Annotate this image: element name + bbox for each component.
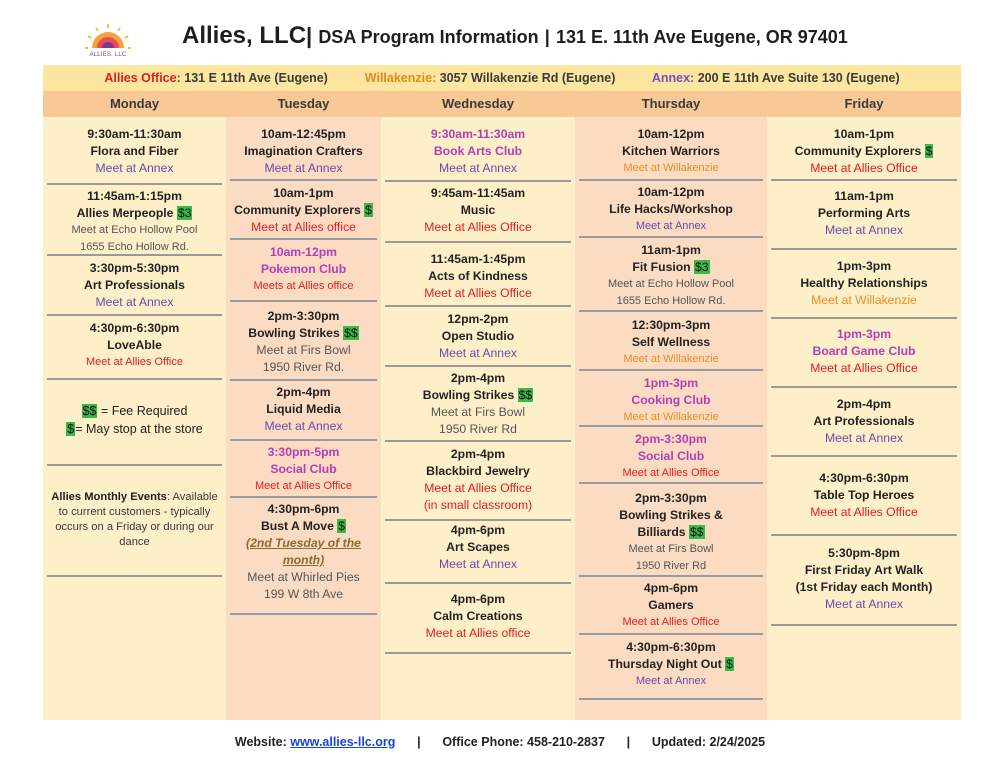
- entry-location: Meet at Willakenzie: [811, 293, 917, 307]
- wednesday-column: [381, 117, 575, 720]
- entry-time: 12pm-2pm: [447, 312, 509, 326]
- entry-location: Meet at Willakenzie: [623, 162, 719, 174]
- entry-location: Meet at Allies Office: [622, 616, 720, 628]
- entry-location: Meet at Annex: [635, 220, 707, 232]
- entry-time: 1pm-3pm: [643, 376, 699, 390]
- entry-location: Meet at Allies office: [425, 626, 531, 640]
- website-label: Website:: [234, 735, 287, 749]
- entry-location: Meet at Annex: [825, 431, 903, 445]
- entry-name: Bowling Strikes: [248, 326, 340, 340]
- entry-name: Calm Creations: [433, 609, 523, 623]
- updated-date: Updated: 2/24/2025: [651, 735, 766, 749]
- entry-location: Meet at Annex: [95, 161, 174, 175]
- entry-name: Bowling Strikes: [422, 388, 515, 402]
- schedule-entry: [230, 383, 377, 441]
- schedule-entry: [230, 443, 377, 498]
- fee-badge: $: [67, 422, 75, 436]
- entry-name: Book Arts Club: [433, 144, 523, 158]
- entry-subtitle: (1st Friday each Month): [795, 580, 933, 594]
- day-header-friday: Friday: [844, 96, 884, 111]
- fee-badge: $$: [82, 404, 97, 418]
- entry-time: 11:45am-1:15pm: [87, 189, 182, 203]
- entry-location: Meet at Firs Bowl: [430, 405, 526, 419]
- entry-name: Social Club: [270, 462, 337, 476]
- page-title: [182, 22, 848, 50]
- events-text: : Available to current customers - typically occurs on a Friday or during our dance: [55, 491, 218, 548]
- schedule-entry: [47, 319, 222, 380]
- entry-name: Table Top Heroes: [813, 488, 915, 502]
- entry-address: 1655 Echo Hollow Rd.: [616, 295, 726, 307]
- entry-note: (2nd Tuesday of the month): [246, 536, 361, 567]
- entry-time: 10am-12pm: [637, 185, 705, 199]
- entry-time: 10am-12pm: [269, 245, 338, 259]
- schedule-entry: [579, 430, 763, 484]
- entry-location: Meet at Annex: [439, 557, 517, 571]
- entry-time: 4:30pm-6:30pm: [89, 321, 180, 335]
- schedule-entry: [230, 243, 377, 302]
- entry-name: Allies Merpeople: [76, 206, 174, 220]
- entry-time: 11:45am-1:45pm: [430, 252, 526, 266]
- day-header-thursday: Thursday: [641, 96, 701, 111]
- day-header-tuesday: Tuesday: [277, 96, 330, 111]
- entry-time: 1pm-3pm: [836, 259, 892, 273]
- entry-location: Meet at Allies Office: [810, 161, 918, 175]
- entry-time: 12:30pm-3pm: [631, 318, 711, 332]
- schedule-entry: [771, 544, 957, 626]
- thursday-column: [575, 117, 767, 720]
- entry-location: Meet at Firs Bowl: [256, 343, 351, 357]
- title-separator: |: [306, 23, 313, 48]
- schedule-grid: [43, 117, 961, 720]
- entry-name: Fit Fusion: [632, 260, 691, 274]
- page-header: [0, 0, 1000, 62]
- office-phone: Office Phone: 458-210-2837: [442, 735, 605, 749]
- schedule-entry: [230, 125, 377, 181]
- allies-logo: [84, 22, 132, 62]
- schedule-entry: [579, 638, 763, 700]
- entry-location: Meet at Willakenzie: [623, 411, 719, 423]
- entry-location: Meet at Annex: [264, 161, 343, 175]
- entry-name: Music: [460, 203, 496, 217]
- office-address-annex: 200 E 11th Ave Suite 130 (Eugene): [697, 71, 900, 85]
- office-locations-bar: [43, 65, 961, 91]
- entry-location: Meet at Firs Bowl: [628, 543, 714, 555]
- entry-time: 10am-1pm: [833, 127, 895, 141]
- entry-note: (in small classroom): [423, 498, 533, 512]
- schedule-entry: [47, 125, 222, 185]
- entry-name: Kitchen Warriors: [622, 144, 720, 158]
- entry-time: 2pm-3:30pm: [635, 491, 707, 505]
- monday-column: [43, 117, 226, 720]
- entry-name: Acts of Kindness: [428, 269, 528, 283]
- entry-location: Meet at Allies Office: [254, 480, 352, 492]
- schedule-entry: [771, 125, 957, 181]
- entry-name: Gamers: [648, 598, 694, 612]
- logo-text: ALLIES, LLC: [89, 52, 127, 58]
- schedule-entry: [230, 307, 377, 381]
- entry-name: Community Explorers: [794, 144, 922, 158]
- entry-location: Meet at Echo Hollow Pool: [71, 224, 198, 236]
- legend-text: = Fee Required: [100, 404, 188, 418]
- entry-time: 2pm-3:30pm: [635, 432, 707, 446]
- schedule-entry: [47, 259, 222, 316]
- friday-column: [767, 117, 961, 720]
- office-label-allies: Allies Office:: [104, 71, 181, 85]
- schedule-entry: [579, 374, 763, 427]
- office-label-willakenzie: Willakenzie:: [364, 71, 437, 85]
- schedule-entry: [385, 250, 571, 307]
- entry-name: Billiards: [637, 525, 686, 539]
- entry-name: Liquid Media: [266, 402, 341, 416]
- office-address-allies: 131 E 11th Ave (Eugene): [184, 71, 328, 85]
- entry-name: Bust A Move: [260, 519, 334, 533]
- entry-location: Meet at Willakenzie: [623, 353, 719, 365]
- title-separator: |: [544, 27, 550, 47]
- page-footer: [0, 735, 1000, 749]
- company-name: Allies, LLC: [182, 22, 307, 49]
- entry-name: LoveAble: [107, 338, 162, 352]
- entry-name: Healthy Relationships: [800, 276, 928, 290]
- entry-time: 2pm-4pm: [450, 447, 506, 461]
- entry-address: 1950 River Rd: [439, 422, 517, 436]
- schedule-entry: [771, 469, 957, 536]
- events-title: Allies Monthly Events: [51, 491, 167, 503]
- entry-name: Community Explorers: [234, 203, 361, 217]
- entry-name: Social Club: [637, 449, 705, 463]
- entry-location: Meet at Annex: [439, 161, 517, 175]
- schedule-entry: [230, 500, 377, 615]
- entry-name: Cooking Club: [631, 393, 711, 407]
- entry-name: Bowling Strikes &: [619, 508, 723, 522]
- entry-location: Meet at Annex: [635, 675, 707, 687]
- entry-name: Thursday Night Out: [608, 657, 722, 671]
- entry-name: Pokemon Club: [260, 262, 347, 276]
- schedule-entry: [230, 184, 377, 240]
- entry-time: 5:30pm-8pm: [828, 546, 900, 560]
- entry-name: Art Professionals: [813, 414, 915, 428]
- schedule-entry: [47, 187, 222, 256]
- entry-time: 10am-12pm: [637, 127, 705, 141]
- entry-time: 4:30pm-6:30pm: [819, 471, 909, 485]
- day-header-monday: Monday: [109, 96, 160, 111]
- entry-time: 10am-1pm: [273, 186, 334, 200]
- schedule-entry: [579, 489, 763, 577]
- schedule-entry: [579, 125, 763, 181]
- entry-address: 1950 River Rd.: [262, 360, 345, 374]
- program-title: DSA Program Information: [318, 27, 539, 47]
- entry-name: Blackbird Jewelry: [426, 464, 530, 478]
- schedule-entry: [579, 579, 763, 635]
- entry-name: Performing Arts: [817, 206, 911, 220]
- day-header-wednesday: Wednesday: [441, 96, 514, 111]
- entry-time: 4pm-6pm: [450, 523, 506, 537]
- fee-badge: $$: [518, 388, 533, 402]
- fee-legend: [47, 402, 222, 466]
- entry-time: 9:30am-11:30am: [430, 127, 526, 141]
- schedule-entry: [579, 316, 763, 371]
- footer-separator: |: [417, 735, 421, 749]
- entry-time: 2pm-4pm: [450, 371, 506, 385]
- entry-name: Art Scapes: [446, 540, 510, 554]
- website-link[interactable]: www.allies-llc.org: [290, 735, 396, 749]
- entry-location: Meet at Allies Office: [424, 286, 532, 300]
- fee-badge: $: [726, 657, 733, 671]
- fee-badge: $3: [695, 260, 709, 274]
- schedule-entry: [771, 187, 957, 250]
- office-label-annex: Annex:: [651, 71, 695, 85]
- entry-time: 2pm-4pm: [276, 385, 331, 399]
- entry-name: Imagination Crafters: [244, 144, 363, 158]
- entry-location: Meet at Annex: [439, 346, 517, 360]
- fee-badge: $: [925, 144, 933, 158]
- fee-badge: $$: [689, 525, 704, 539]
- header-address: 131 E. 11th Ave Eugene, OR 97401: [555, 27, 848, 47]
- entry-time: 9:30am-11:30am: [87, 127, 182, 141]
- footer-separator: |: [626, 735, 631, 749]
- entry-time: 3:30pm-5pm: [267, 445, 340, 459]
- entry-time: 4:30pm-6pm: [267, 502, 340, 516]
- entry-time: 10am-12:45pm: [261, 127, 346, 141]
- entry-name: First Friday Art Walk: [804, 563, 924, 577]
- entry-location: Meet at Annex: [825, 223, 903, 237]
- schedule-entry: [385, 369, 571, 442]
- entry-name: Life Hacks/Workshop: [609, 202, 733, 216]
- legend-text: = May stop at the store: [75, 422, 203, 436]
- entry-time: 4pm-6pm: [450, 592, 506, 606]
- entry-location: Meet at Echo Hollow Pool: [608, 278, 734, 290]
- schedule-entry: [385, 590, 571, 654]
- office-address-willakenzie: 3057 Willakenzie Rd (Eugene): [439, 71, 616, 85]
- entry-location: Meet at Allies Office: [424, 220, 532, 234]
- entry-address: 199 W 8th Ave: [263, 587, 344, 601]
- fee-badge: $: [365, 203, 372, 217]
- entry-location: Meet at Allies Office: [810, 361, 918, 375]
- entry-address: 1950 River Rd: [635, 560, 707, 572]
- entry-time: 11am-1pm: [834, 189, 894, 203]
- entry-location: Meet at Whirled Pies: [247, 570, 360, 584]
- entry-address: 1655 Echo Hollow Rd.: [80, 241, 189, 253]
- tuesday-column: [226, 117, 381, 720]
- entry-location: Meet at Allies Office: [810, 505, 918, 519]
- monthly-events-note: [47, 490, 222, 577]
- entry-location: Meet at Annex: [825, 597, 903, 611]
- day-header-row: [43, 91, 961, 117]
- schedule-entry: [579, 241, 763, 312]
- entry-location: Meet at Allies office: [251, 220, 356, 234]
- schedule-entry: [385, 125, 571, 182]
- schedule-entry: [771, 257, 957, 319]
- entry-time: 3:30pm-5:30pm: [89, 261, 180, 275]
- entry-time: 11am-1pm: [641, 243, 701, 257]
- entry-location: Meet at Allies Office: [622, 467, 720, 479]
- entry-time: 9:45am-11:45am: [430, 186, 526, 200]
- schedule-entry: [385, 310, 571, 367]
- entry-name: Open Studio: [441, 329, 515, 343]
- entry-location: Meet at Allies Office: [85, 356, 183, 368]
- entry-location: Meet at Annex: [264, 419, 343, 433]
- schedule-entry: [385, 184, 571, 243]
- fee-badge: $: [338, 519, 346, 533]
- schedule-entry: [579, 183, 763, 238]
- entry-location: Meets at Allies office: [253, 280, 354, 292]
- entry-name: Board Game Club: [812, 344, 916, 358]
- fee-badge: $3: [177, 206, 192, 220]
- schedule-entry: [385, 445, 571, 521]
- entry-name: Self Wellness: [631, 335, 711, 349]
- entry-time: 4:30pm-6:30pm: [626, 640, 716, 654]
- schedule-entry: [771, 395, 957, 457]
- entry-time: 1pm-3pm: [836, 327, 892, 341]
- entry-location: Meet at Annex: [95, 295, 174, 309]
- entry-name: Art Professionals: [84, 278, 185, 292]
- entry-time: 2pm-4pm: [836, 397, 892, 411]
- schedule-entry: [385, 521, 571, 584]
- fee-badge: $$: [344, 326, 358, 340]
- entry-time: 4pm-6pm: [643, 581, 699, 595]
- sun-logo-icon: [84, 22, 132, 52]
- entry-name: Flora and Fiber: [90, 144, 179, 158]
- schedule-entry: [771, 325, 957, 388]
- entry-time: 2pm-3:30pm: [267, 309, 340, 323]
- entry-location: Meet at Allies Office: [424, 481, 532, 495]
